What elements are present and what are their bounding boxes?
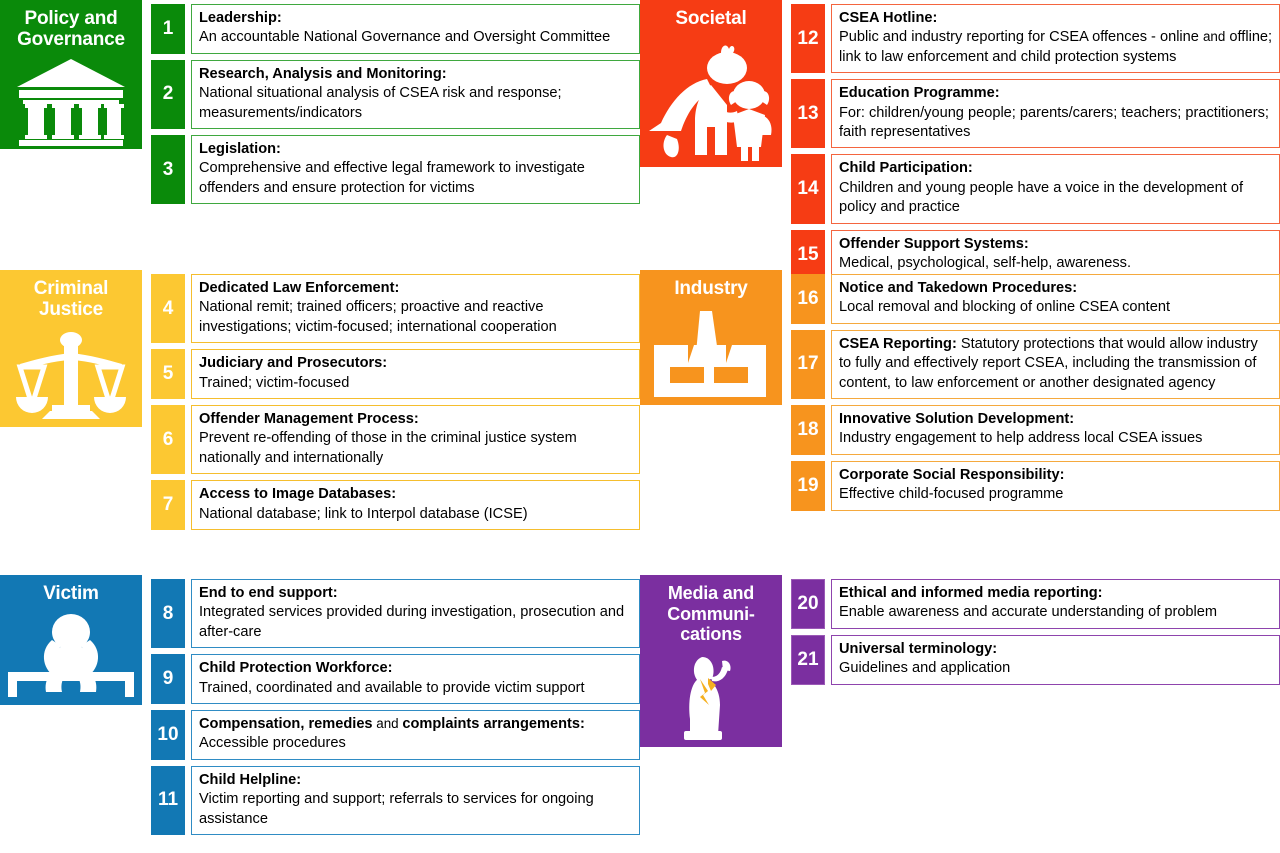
capability-item bbox=[791, 274, 1280, 324]
item-heading: Dedicated Law Enforcement: bbox=[199, 280, 400, 296]
item-list-criminal-justice bbox=[142, 270, 640, 575]
sector-title-societal: Societal bbox=[675, 8, 747, 29]
capability-item bbox=[151, 766, 640, 835]
item-number-badge: 20 bbox=[791, 579, 825, 629]
item-text-box bbox=[831, 79, 1280, 148]
item-number-badge: 2 bbox=[151, 60, 185, 129]
item-text-box bbox=[831, 579, 1280, 629]
item-body: Effective child-focused programme bbox=[839, 486, 1064, 503]
item-number-badge: 10 bbox=[151, 710, 185, 760]
capability-item bbox=[791, 4, 1280, 73]
item-text-box bbox=[191, 766, 640, 835]
item-text-box bbox=[191, 4, 640, 54]
capability-item bbox=[151, 579, 640, 648]
sector-title-victim: Victim bbox=[43, 583, 99, 604]
item-body: National remit; trained officers; proactive and reactive investigations; victim-focused; international cooperation bbox=[199, 299, 557, 335]
item-body: Medical, psychological, self-help, awareness. bbox=[839, 255, 1132, 272]
item-text-box bbox=[191, 135, 640, 204]
list-spacer bbox=[151, 536, 640, 575]
item-body: Statutory protections that would allow industry to fully and effectively report CSEA, including the transmission of content, to law enforcement or another designated agency bbox=[839, 335, 1258, 391]
sector-panel-industry bbox=[640, 270, 782, 405]
item-list-industry bbox=[782, 270, 1280, 575]
item-heading: Access to Image Databases: bbox=[199, 486, 397, 503]
item-text-box bbox=[191, 579, 640, 648]
item-heading-conjunction: and bbox=[372, 716, 403, 732]
item-text-box bbox=[831, 274, 1280, 324]
adult-and-child-icon bbox=[645, 35, 777, 167]
capability-item bbox=[151, 654, 640, 704]
sector-panel-policy-and-governance bbox=[0, 0, 142, 149]
item-heading: Ethical and informed media reporting: bbox=[839, 585, 1103, 601]
item-body: For: children/young people; parents/carers; teachers; practitioners; faith representatives bbox=[839, 104, 1269, 141]
sector-title-criminal-justice: Criminal Justice bbox=[33, 278, 109, 321]
list-spacer bbox=[151, 210, 640, 270]
item-number-badge: 13 bbox=[791, 79, 825, 148]
sector-title-media-and-communications: Media and Communi- cations bbox=[667, 583, 755, 645]
item-text-box bbox=[831, 154, 1280, 223]
capability-item bbox=[151, 60, 640, 129]
item-number-badge: 17 bbox=[791, 330, 825, 399]
item-number-badge: 1 bbox=[151, 4, 185, 54]
list-spacer bbox=[151, 841, 640, 853]
item-number-badge: 16 bbox=[791, 274, 825, 324]
item-text-box bbox=[831, 461, 1280, 511]
scales-of-justice-icon bbox=[12, 327, 130, 427]
item-body: Comprehensive and effective legal framework to investigate offenders and ensure protection for victims bbox=[199, 160, 585, 196]
seated-child-icon bbox=[6, 610, 136, 705]
item-heading: Leadership: bbox=[199, 10, 282, 26]
item-number-badge: 21 bbox=[791, 635, 825, 685]
item-number-badge: 6 bbox=[151, 405, 185, 474]
capability-item bbox=[791, 579, 1280, 629]
item-body: Local removal and blocking of online CSEA content bbox=[839, 299, 1170, 316]
item-number-badge: 19 bbox=[791, 461, 825, 511]
sector-media-and-communications bbox=[640, 575, 1280, 853]
item-heading: Corporate Social Responsibility: bbox=[839, 466, 1065, 483]
item-heading: Offender Management Process: bbox=[199, 411, 419, 428]
item-text-box bbox=[191, 405, 640, 474]
item-heading: Universal terminology: bbox=[839, 640, 998, 657]
item-text-box bbox=[831, 635, 1280, 685]
item-heading: Child Helpline: bbox=[199, 771, 302, 788]
item-number-badge: 12 bbox=[791, 4, 825, 73]
item-heading: Innovative Solution Development: bbox=[839, 411, 1075, 428]
sector-policy-and-governance bbox=[0, 0, 640, 270]
capability-item bbox=[791, 405, 1280, 455]
item-text-box bbox=[191, 274, 640, 343]
item-number-badge: 5 bbox=[151, 349, 185, 399]
item-body: National database; link to Interpol database (ICSE) bbox=[199, 505, 528, 522]
item-body: Children and young people have a voice in the development of policy and practice bbox=[839, 179, 1244, 216]
item-heading: Notice and Takedown Procedures: bbox=[839, 280, 1078, 296]
item-body: Trained; victim-focused bbox=[199, 374, 350, 391]
item-text-box bbox=[831, 4, 1280, 73]
sector-criminal-justice bbox=[0, 270, 640, 575]
item-heading: CSEA Reporting: bbox=[839, 335, 957, 352]
item-number-badge: 8 bbox=[151, 579, 185, 648]
item-number-badge: 18 bbox=[791, 405, 825, 455]
list-spacer bbox=[791, 691, 1280, 853]
item-body: Public and industry reporting for CSEA offences - online bbox=[839, 29, 1203, 46]
capability-item bbox=[791, 330, 1280, 399]
item-body: An accountable National Governance and Oversight Committee bbox=[199, 29, 611, 46]
sector-title-industry: Industry bbox=[674, 278, 748, 299]
sector-title-policy-and-governance: Policy and Governance bbox=[17, 8, 125, 51]
capability-item bbox=[151, 135, 640, 204]
item-body: Enable awareness and accurate understanding of problem bbox=[839, 604, 1218, 621]
item-number-badge: 4 bbox=[151, 274, 185, 343]
item-body: Integrated services provided during investigation, prosecution and after-care bbox=[199, 604, 625, 640]
sector-panel-societal bbox=[640, 0, 782, 167]
item-list-societal bbox=[782, 0, 1280, 270]
item-list-victim bbox=[142, 575, 640, 853]
item-number-badge: 11 bbox=[151, 766, 185, 835]
sector-victim bbox=[0, 575, 640, 853]
capability-item bbox=[791, 154, 1280, 223]
item-body: Victim reporting and support; referrals to services for ongoing assistance bbox=[199, 791, 594, 827]
item-heading: Child Protection Workforce: bbox=[199, 660, 393, 677]
capability-item bbox=[151, 405, 640, 474]
capability-item bbox=[791, 79, 1280, 148]
item-body-conjunction: and bbox=[1202, 29, 1226, 45]
item-heading: Offender Support Systems: bbox=[839, 235, 1029, 252]
item-heading: Education Programme: bbox=[839, 85, 1000, 102]
item-heading: Compensation, remedies bbox=[199, 716, 373, 733]
item-heading: Research, Analysis and Monitoring: bbox=[199, 65, 447, 82]
sector-industry bbox=[640, 270, 1280, 575]
item-number-badge: 9 bbox=[151, 654, 185, 704]
item-heading: Judiciary and Prosecutors: bbox=[199, 355, 388, 372]
item-text-box bbox=[191, 710, 640, 760]
capability-item bbox=[151, 349, 640, 399]
sector-panel-media-and-communications bbox=[640, 575, 782, 747]
classical-building-icon bbox=[12, 57, 130, 149]
item-list-media-and-communications bbox=[782, 575, 1280, 853]
capability-item bbox=[791, 461, 1280, 511]
capability-item bbox=[791, 635, 1280, 685]
item-body: Accessible procedures bbox=[199, 735, 346, 752]
item-text-box bbox=[191, 480, 640, 530]
item-number-badge: 3 bbox=[151, 135, 185, 204]
item-heading: Child Participation: bbox=[839, 160, 973, 177]
item-body-continued: offline; link to law enforcement and child protection systems bbox=[839, 29, 1273, 65]
item-text-box bbox=[191, 349, 640, 399]
sector-panel-criminal-justice bbox=[0, 270, 142, 427]
list-spacer bbox=[791, 517, 1280, 575]
capability-item bbox=[151, 274, 640, 343]
item-text-box bbox=[831, 330, 1280, 399]
item-heading: CSEA Hotline: bbox=[839, 10, 938, 26]
item-body: Guidelines and application bbox=[839, 660, 1011, 677]
capability-item bbox=[151, 480, 640, 530]
item-body: Industry engagement to help address local CSEA issues bbox=[839, 430, 1203, 447]
item-list-policy-and-governance bbox=[142, 0, 640, 270]
capability-item bbox=[151, 710, 640, 760]
item-body: Prevent re-offending of those in the criminal justice system nationally and internationally bbox=[199, 430, 577, 466]
item-heading: Legislation: bbox=[199, 141, 281, 158]
item-text-box bbox=[191, 654, 640, 704]
item-number-badge: 7 bbox=[151, 480, 185, 530]
item-body: National situational analysis of CSEA risk and response; measurements/indicators bbox=[199, 85, 562, 121]
item-number-badge: 15 bbox=[791, 230, 825, 280]
person-on-phone-icon bbox=[678, 651, 744, 747]
item-heading-continued: complaints arrangements: bbox=[402, 716, 585, 733]
item-number-badge: 14 bbox=[791, 154, 825, 223]
item-text-box bbox=[831, 405, 1280, 455]
factory-icon bbox=[650, 305, 772, 405]
item-body: Trained, coordinated and available to provide victim support bbox=[199, 679, 585, 696]
sector-societal bbox=[640, 0, 1280, 270]
capability-item bbox=[151, 4, 640, 54]
sector-panel-victim bbox=[0, 575, 142, 705]
item-text-box bbox=[191, 60, 640, 129]
item-heading: End to end support: bbox=[199, 585, 338, 601]
